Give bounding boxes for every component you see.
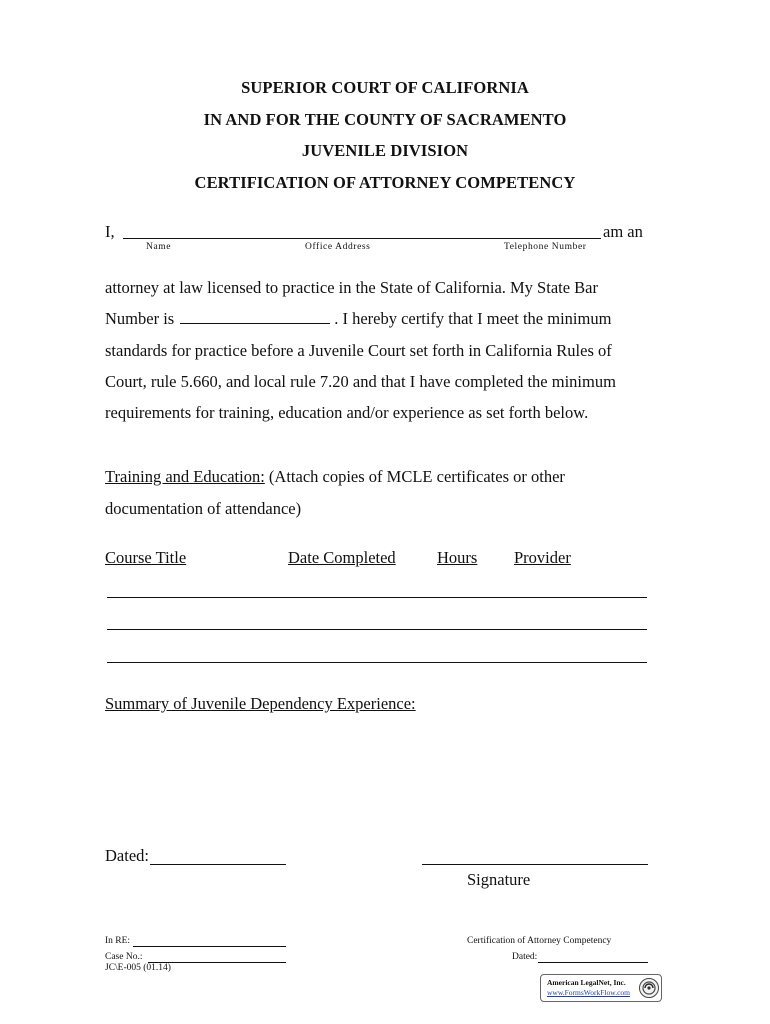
form-id: JC\E-005 (01.14) — [105, 963, 171, 973]
in-re-label: In RE: — [105, 936, 131, 946]
seal-icon — [638, 977, 660, 999]
attorney-info-field[interactable] — [123, 238, 601, 239]
publisher-logo[interactable] — [540, 974, 662, 1002]
training-section — [105, 464, 685, 527]
attorney-suffix: am an — [603, 222, 643, 241]
attorney-prefix: I, — [105, 222, 115, 241]
telephone-label: Telephone Number — [504, 242, 587, 252]
office-address-label: Office Address — [305, 242, 371, 252]
training-note: (Attach copies of MCLE certificates or other — [264, 467, 565, 486]
training-heading: Training and Education: — [105, 467, 265, 486]
para-line-5: requirements for training, education and/or experience as set forth below. — [105, 403, 589, 423]
footer-dated-label: Dated: — [512, 952, 538, 962]
state-bar-number-field[interactable] — [180, 309, 330, 324]
para-line-1: attorney at law licensed to practice in the State of California. My State Bar — [105, 278, 599, 297]
bar-number-suffix: . I hereby certify that I meet the minimum — [334, 309, 612, 329]
name-label: Name — [146, 242, 172, 252]
course-title-header: Course Title — [105, 548, 187, 567]
course-entry-line[interactable] — [107, 597, 647, 598]
hours-header: Hours — [437, 548, 478, 567]
form-title: CERTIFICATION OF ATTORNEY COMPETENCY — [194, 172, 576, 192]
footer-form-title: Certification of Attorney Competency — [467, 936, 612, 946]
county-name: IN AND FOR THE COUNTY OF SACRAMENTO — [203, 109, 567, 129]
para-line-4: Court, rule 5.660, and local rule 7.20 and that I have completed the minimum — [105, 371, 616, 391]
in-re-field[interactable] — [133, 946, 286, 947]
publisher-name: American LegalNet, Inc. — [547, 978, 626, 987]
experience-summary-heading: Summary of Juvenile Dependency Experience: — [105, 694, 416, 713]
date-field[interactable] — [150, 864, 286, 865]
certification-paragraph — [105, 275, 665, 431]
dated-label: Dated: — [105, 846, 149, 865]
provider-header: Provider — [514, 548, 571, 567]
para-line-3: standards for practice before a Juvenile Court set forth in California Rules of — [105, 340, 612, 360]
case-no-label: Case No.: — [105, 952, 143, 962]
date-completed-header: Date Completed — [288, 548, 396, 567]
document-header — [0, 74, 770, 200]
bar-number-prefix: Number is — [105, 309, 175, 329]
para-line-2 — [105, 306, 665, 337]
publisher-link[interactable]: www.FormsWorkFlow.com — [547, 988, 631, 997]
footer-date-field[interactable] — [538, 962, 648, 963]
course-entry-line[interactable] — [107, 629, 647, 630]
signature-field[interactable] — [422, 864, 648, 865]
training-note-cont: documentation of attendance) — [105, 498, 302, 518]
court-name: SUPERIOR COURT OF CALIFORNIA — [241, 78, 529, 97]
division-name: JUVENILE DIVISION — [301, 141, 469, 160]
course-entry-line[interactable] — [107, 662, 647, 663]
signature-label: Signature — [467, 870, 531, 889]
